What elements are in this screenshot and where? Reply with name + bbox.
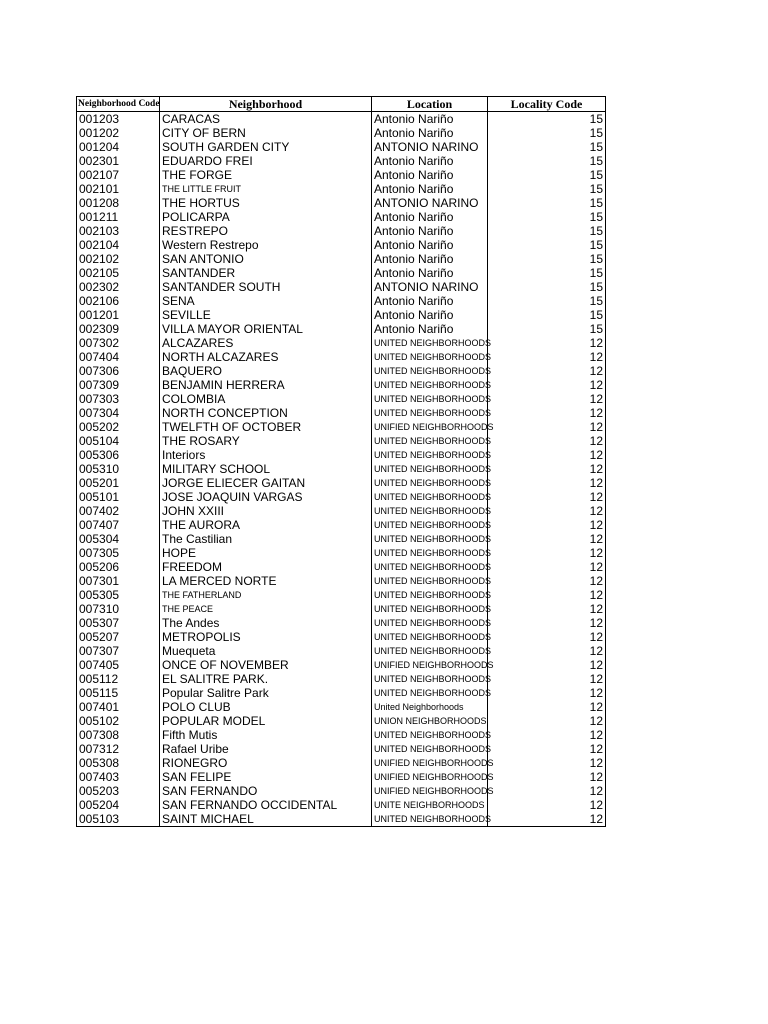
cell-locality-code: 12 [488,700,606,714]
header-locality-code: Locality Code [488,97,606,112]
cell-location: UNITED NEIGHBORHOODS [372,532,488,546]
cell-neighborhood: TWELFTH OF OCTOBER [160,420,372,434]
cell-locality-code: 12 [488,630,606,644]
cell-locality-code: 15 [488,168,606,182]
cell-location: UNITED NEIGHBORHOODS [372,518,488,532]
table-row [77,574,606,588]
cell-location: UNITED NEIGHBORHOODS [372,504,488,518]
table-row [77,462,606,476]
cell-neighborhood-code: 002301 [77,154,160,168]
cell-location: UNITED NEIGHBORHOODS [372,392,488,406]
header-neighborhood-code: Neighborhood Code [77,97,160,112]
cell-location: UNIFIED NEIGHBORHOODS [372,658,488,672]
table-row [77,812,606,827]
cell-neighborhood-code: 002106 [77,294,160,308]
cell-location: UNITED NEIGHBORHOODS [372,728,488,742]
table-row [77,126,606,140]
table-row [77,490,606,504]
cell-locality-code: 15 [488,238,606,252]
cell-neighborhood-code: 005101 [77,490,160,504]
table-row [77,644,606,658]
cell-locality-code: 12 [488,490,606,504]
cell-location: UNITED NEIGHBORHOODS [372,672,488,686]
cell-location: UNIFIED NEIGHBORHOODS [372,420,488,434]
cell-neighborhood: JOSE JOAQUIN VARGAS [160,490,372,504]
cell-neighborhood-code: 007312 [77,742,160,756]
table-row [77,294,606,308]
cell-neighborhood: SAINT MICHAEL [160,812,372,827]
cell-neighborhood: METROPOLIS [160,630,372,644]
table-row [77,742,606,756]
cell-location: UNITED NEIGHBORHOODS [372,490,488,504]
cell-neighborhood: EDUARDO FREI [160,154,372,168]
cell-neighborhood: SAN ANTONIO [160,252,372,266]
cell-neighborhood: CITY OF BERN [160,126,372,140]
cell-location: Antonio Nariño [372,266,488,280]
cell-locality-code: 12 [488,392,606,406]
table-row [77,728,606,742]
neighborhood-table [76,96,606,827]
cell-neighborhood: The Castilian [160,532,372,546]
cell-location: UNITED NEIGHBORHOODS [372,560,488,574]
cell-location: Antonio Nariño [372,224,488,238]
cell-location: UNITED NEIGHBORHOODS [372,378,488,392]
table-row [77,784,606,798]
header-neighborhood: Neighborhood [160,97,372,112]
cell-location: UNITED NEIGHBORHOODS [372,350,488,364]
cell-neighborhood: JORGE ELIECER GAITAN [160,476,372,490]
cell-neighborhood-code: 005304 [77,532,160,546]
cell-neighborhood-code: 001201 [77,308,160,322]
cell-neighborhood-code: 007301 [77,574,160,588]
cell-neighborhood-code: 007404 [77,350,160,364]
cell-neighborhood: SAN FELIPE [160,770,372,784]
cell-locality-code: 12 [488,434,606,448]
cell-neighborhood-code: 005103 [77,812,160,827]
cell-neighborhood-code: 005206 [77,560,160,574]
cell-location: Antonio Nariño [372,210,488,224]
table-row [77,630,606,644]
cell-locality-code: 12 [488,644,606,658]
cell-neighborhood-code: 007403 [77,770,160,784]
cell-neighborhood: Interiors [160,448,372,462]
cell-location: UNITED NEIGHBORHOODS [372,588,488,602]
cell-locality-code: 15 [488,294,606,308]
cell-locality-code: 12 [488,756,606,770]
header-location: Location [372,97,488,112]
cell-location: UNIFIED NEIGHBORHOODS [372,770,488,784]
cell-neighborhood: HOPE [160,546,372,560]
table-row [77,182,606,196]
cell-neighborhood-code: 007306 [77,364,160,378]
cell-location: Antonio Nariño [372,252,488,266]
table-row [77,140,606,154]
cell-neighborhood-code: 007304 [77,406,160,420]
table-row [77,210,606,224]
cell-neighborhood-code: 005201 [77,476,160,490]
table-row [77,504,606,518]
cell-neighborhood: SENA [160,294,372,308]
cell-location: UNIFIED NEIGHBORHOODS [372,784,488,798]
cell-locality-code: 12 [488,378,606,392]
cell-locality-code: 12 [488,546,606,560]
cell-neighborhood: SANTANDER [160,266,372,280]
cell-neighborhood-code: 005102 [77,714,160,728]
table-row [77,448,606,462]
cell-location: Antonio Nariño [372,238,488,252]
cell-location: UNION NEIGHBORHOODS [372,714,488,728]
cell-locality-code: 12 [488,742,606,756]
table-row [77,252,606,266]
cell-neighborhood: POLICARPA [160,210,372,224]
cell-neighborhood-code: 002101 [77,182,160,196]
cell-locality-code: 15 [488,322,606,336]
cell-neighborhood: JOHN XXIII [160,504,372,518]
cell-neighborhood-code: 002309 [77,322,160,336]
cell-neighborhood: THE AURORA [160,518,372,532]
cell-neighborhood: COLOMBIA [160,392,372,406]
table-row [77,336,606,350]
table-row [77,532,606,546]
cell-neighborhood: THE FORGE [160,168,372,182]
cell-neighborhood: SAN FERNANDO [160,784,372,798]
cell-location: UNITED NEIGHBORHOODS [372,686,488,700]
cell-location: UNIFIED NEIGHBORHOODS [372,756,488,770]
cell-location: Antonio Nariño [372,154,488,168]
cell-location: United Neighborhoods [372,700,488,714]
cell-neighborhood-code: 007303 [77,392,160,406]
cell-locality-code: 15 [488,112,606,127]
cell-locality-code: 12 [488,728,606,742]
cell-neighborhood: CARACAS [160,112,372,127]
cell-neighborhood-code: 007307 [77,644,160,658]
cell-neighborhood: BENJAMIN HERRERA [160,378,372,392]
table-row [77,686,606,700]
cell-locality-code: 12 [488,406,606,420]
cell-locality-code: 15 [488,140,606,154]
cell-neighborhood-code: 005207 [77,630,160,644]
cell-locality-code: 12 [488,784,606,798]
table-row [77,798,606,812]
cell-neighborhood-code: 007309 [77,378,160,392]
cell-location: UNITED NEIGHBORHOODS [372,644,488,658]
table-row [77,560,606,574]
cell-neighborhood-code: 005104 [77,434,160,448]
cell-location: Antonio Nariño [372,294,488,308]
cell-neighborhood: POPULAR MODEL [160,714,372,728]
table-row [77,518,606,532]
table-row [77,406,606,420]
cell-neighborhood-code: 007402 [77,504,160,518]
cell-neighborhood: SEVILLE [160,308,372,322]
table-row [77,378,606,392]
table-row [77,770,606,784]
cell-neighborhood-code: 002105 [77,266,160,280]
cell-locality-code: 12 [488,518,606,532]
table-row [77,672,606,686]
cell-neighborhood-code: 001211 [77,210,160,224]
table-row [77,658,606,672]
cell-locality-code: 15 [488,224,606,238]
table-row [77,168,606,182]
table-row [77,616,606,630]
cell-neighborhood-code: 007302 [77,336,160,350]
table-row [77,350,606,364]
cell-locality-code: 15 [488,182,606,196]
cell-neighborhood: RESTREPO [160,224,372,238]
cell-location: UNITED NEIGHBORHOODS [372,336,488,350]
table-row [77,756,606,770]
cell-locality-code: 12 [488,350,606,364]
cell-neighborhood: SAN FERNANDO OCCIDENTAL [160,798,372,812]
cell-locality-code: 12 [488,476,606,490]
cell-location: Antonio Nariño [372,126,488,140]
cell-location: Antonio Nariño [372,168,488,182]
table-row [77,280,606,294]
cell-locality-code: 15 [488,280,606,294]
table-row [77,364,606,378]
cell-location: UNITED NEIGHBORHOODS [372,476,488,490]
cell-neighborhood: BAQUERO [160,364,372,378]
cell-neighborhood-code: 001203 [77,112,160,127]
cell-neighborhood: THE FATHERLAND [160,588,372,602]
cell-neighborhood: THE HORTUS [160,196,372,210]
cell-neighborhood-code: 005115 [77,686,160,700]
cell-location: Antonio Nariño [372,182,488,196]
cell-neighborhood-code: 005306 [77,448,160,462]
cell-neighborhood: RIONEGRO [160,756,372,770]
cell-locality-code: 15 [488,266,606,280]
cell-locality-code: 12 [488,714,606,728]
cell-locality-code: 15 [488,252,606,266]
cell-locality-code: 12 [488,364,606,378]
cell-location: UNITED NEIGHBORHOODS [372,742,488,756]
cell-location: UNITED NEIGHBORHOODS [372,630,488,644]
cell-location: ANTONIO NARINO [372,140,488,154]
cell-location: Antonio Nariño [372,308,488,322]
cell-neighborhood-code: 005307 [77,616,160,630]
cell-locality-code: 12 [488,588,606,602]
cell-neighborhood-code: 007401 [77,700,160,714]
header-row [77,97,606,112]
cell-neighborhood: FREEDOM [160,560,372,574]
cell-neighborhood-code: 007308 [77,728,160,742]
cell-locality-code: 12 [488,532,606,546]
cell-neighborhood: VILLA MAYOR ORIENTAL [160,322,372,336]
cell-neighborhood-code: 002103 [77,224,160,238]
table-row [77,196,606,210]
cell-neighborhood: Western Restrepo [160,238,372,252]
cell-locality-code: 12 [488,602,606,616]
cell-neighborhood: THE ROSARY [160,434,372,448]
cell-location: Antonio Nariño [372,322,488,336]
cell-location: UNITED NEIGHBORHOODS [372,364,488,378]
cell-neighborhood: LA MERCED NORTE [160,574,372,588]
cell-neighborhood: POLO CLUB [160,700,372,714]
table-row [77,266,606,280]
cell-locality-code: 12 [488,448,606,462]
table-row [77,588,606,602]
cell-neighborhood: The Andes [160,616,372,630]
cell-neighborhood: SANTANDER SOUTH [160,280,372,294]
cell-location: UNITED NEIGHBORHOODS [372,574,488,588]
cell-locality-code: 15 [488,126,606,140]
cell-neighborhood: SOUTH GARDEN CITY [160,140,372,154]
cell-neighborhood-code: 007305 [77,546,160,560]
cell-neighborhood-code: 001208 [77,196,160,210]
cell-neighborhood: Popular Salitre Park [160,686,372,700]
cell-locality-code: 12 [488,798,606,812]
cell-location: ANTONIO NARINO [372,196,488,210]
cell-locality-code: 15 [488,308,606,322]
table-row [77,420,606,434]
cell-neighborhood-code: 007310 [77,602,160,616]
cell-location: UNITE NEIGHBORHOODS [372,798,488,812]
cell-neighborhood-code: 005310 [77,462,160,476]
cell-neighborhood-code: 002107 [77,168,160,182]
table-row [77,602,606,616]
cell-locality-code: 12 [488,686,606,700]
table-row [77,392,606,406]
cell-neighborhood: ALCAZARES [160,336,372,350]
cell-neighborhood-code: 002102 [77,252,160,266]
cell-neighborhood: MILITARY SCHOOL [160,462,372,476]
table-row [77,322,606,336]
cell-locality-code: 12 [488,812,606,827]
cell-locality-code: 12 [488,560,606,574]
table-row [77,700,606,714]
table-row [77,238,606,252]
cell-neighborhood: Rafael Uribe [160,742,372,756]
table-row [77,154,606,168]
cell-neighborhood-code: 005204 [77,798,160,812]
cell-location: UNITED NEIGHBORHOODS [372,434,488,448]
cell-locality-code: 15 [488,154,606,168]
cell-neighborhood-code: 002302 [77,280,160,294]
cell-location: UNITED NEIGHBORHOODS [372,812,488,827]
cell-location: UNITED NEIGHBORHOODS [372,616,488,630]
cell-neighborhood: THE PEACE [160,602,372,616]
table-row [77,224,606,238]
table-row [77,714,606,728]
cell-neighborhood-code: 002104 [77,238,160,252]
cell-neighborhood-code: 005305 [77,588,160,602]
cell-locality-code: 12 [488,504,606,518]
cell-locality-code: 12 [488,616,606,630]
cell-neighborhood-code: 007405 [77,658,160,672]
cell-neighborhood: Fifth Mutis [160,728,372,742]
cell-locality-code: 12 [488,672,606,686]
cell-neighborhood-code: 007407 [77,518,160,532]
cell-location: UNITED NEIGHBORHOODS [372,462,488,476]
cell-neighborhood: NORTH CONCEPTION [160,406,372,420]
cell-neighborhood: THE LITTLE FRUIT [160,182,372,196]
cell-locality-code: 15 [488,210,606,224]
table-row [77,546,606,560]
cell-locality-code: 12 [488,420,606,434]
cell-neighborhood: NORTH ALCAZARES [160,350,372,364]
cell-neighborhood-code: 005202 [77,420,160,434]
cell-location: UNITED NEIGHBORHOODS [372,406,488,420]
cell-locality-code: 12 [488,462,606,476]
cell-locality-code: 15 [488,196,606,210]
cell-location: UNITED NEIGHBORHOODS [372,546,488,560]
cell-neighborhood-code: 001204 [77,140,160,154]
table-body [77,112,606,827]
table-row [77,434,606,448]
cell-locality-code: 12 [488,336,606,350]
cell-location: ANTONIO NARINO [372,280,488,294]
cell-neighborhood-code: 005308 [77,756,160,770]
cell-locality-code: 12 [488,658,606,672]
table-row [77,308,606,322]
table-row [77,112,606,127]
cell-location: UNITED NEIGHBORHOODS [372,448,488,462]
cell-neighborhood: EL SALITRE PARK. [160,672,372,686]
cell-neighborhood: ONCE OF NOVEMBER [160,658,372,672]
cell-locality-code: 12 [488,770,606,784]
cell-location: UNITED NEIGHBORHOODS [372,602,488,616]
cell-neighborhood-code: 005203 [77,784,160,798]
cell-location: Antonio Nariño [372,112,488,127]
table-row [77,476,606,490]
cell-neighborhood-code: 005112 [77,672,160,686]
cell-neighborhood-code: 001202 [77,126,160,140]
cell-neighborhood: Muequeta [160,644,372,658]
cell-locality-code: 12 [488,574,606,588]
